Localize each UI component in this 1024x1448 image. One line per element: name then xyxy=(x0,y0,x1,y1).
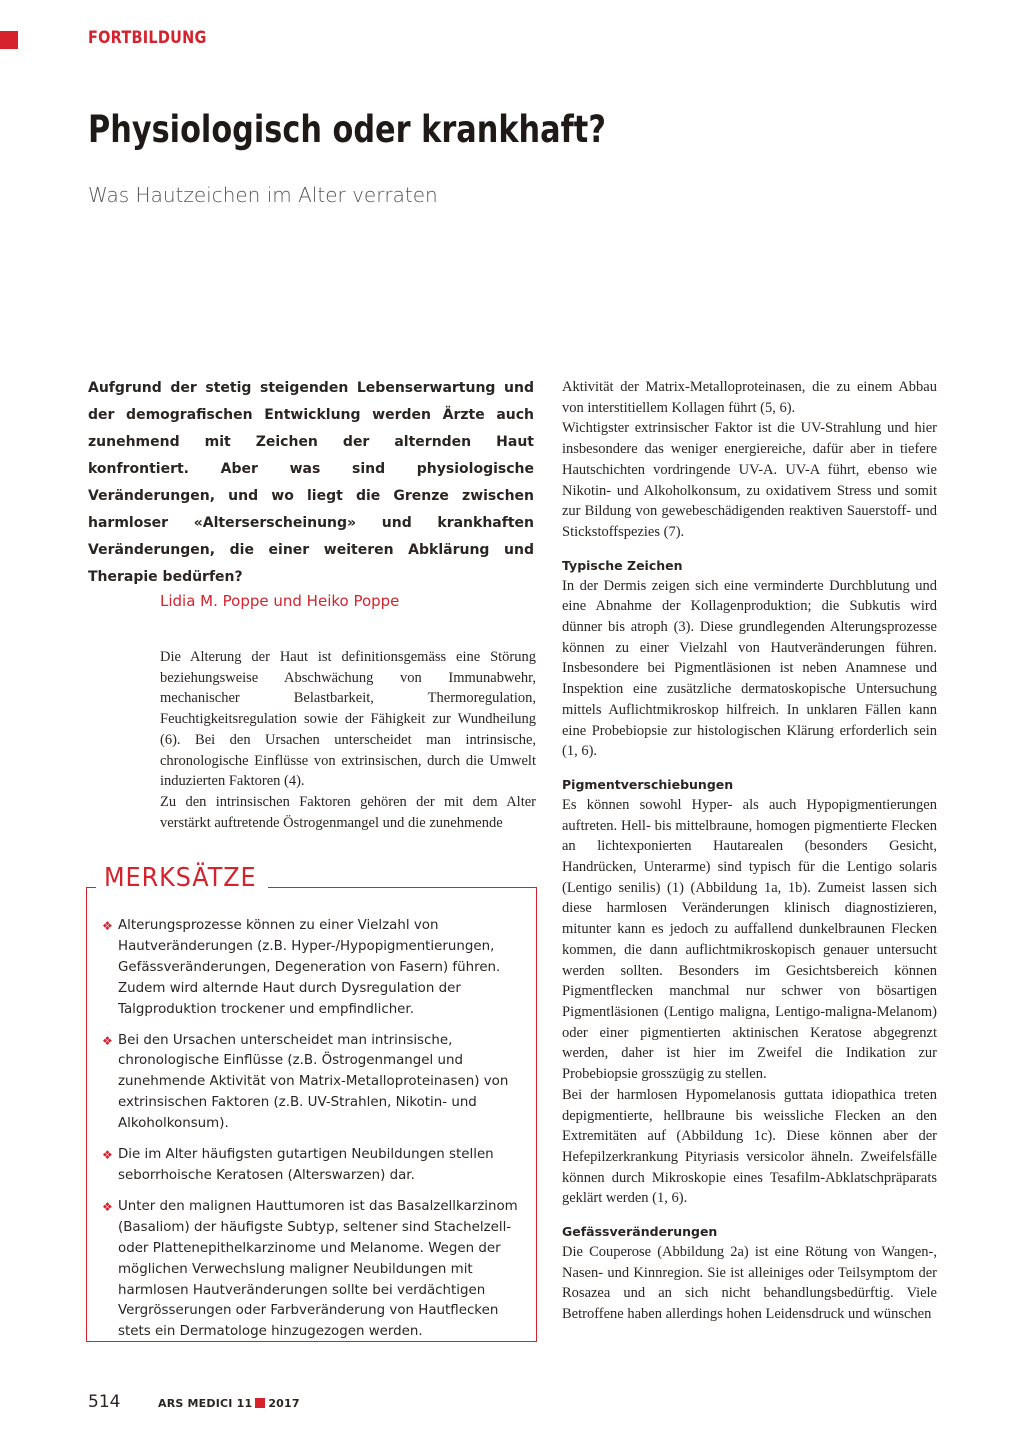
box-border-segment xyxy=(86,887,96,888)
body-paragraph: Wichtigster extrinsischer Faktor ist die UV-Strahlung und hier insbesondere das weniger energiereiche, dafür aber in tiefere Hautschichten vordringende UV-A. UV-A führt, ebenso wie Nikotin- und Alkoholkonsum, zu oxidativem Stress und somit zur Bildung von gewebeschädigenden reaktiven Sauerstoff- und Stickstoffspezies (7). xyxy=(562,420,937,540)
article-authors: Lidia M. Poppe und Heiko Poppe xyxy=(160,592,400,610)
section-heading: Typische Zeichen xyxy=(562,557,683,573)
journal-info xyxy=(158,1397,300,1410)
section-label: FORTBILDUNG xyxy=(88,28,207,48)
article-lead: Aufgrund der stetig steigenden Lebenserwartung und der demografischen Entwicklung werden Ärzte auch zunehmend mit Zeichen der alternden Haut konfrontiert. Aber was sind physiologische Veränderungen, und wo liegt die Grenze zwischen harmloser «Alterserscheinung» und krankhaften Veränderungen, die einer weiteren Abklärung und Therapie bedürfen? xyxy=(88,380,534,585)
merksaetze-list xyxy=(102,916,522,1353)
body-paragraph: Aktivität der Matrix-Metalloproteinasen, die zu einem Abbau von interstitiellem Kollagen führt (5, 6). xyxy=(562,379,937,416)
journal-year: 2017 xyxy=(268,1397,300,1410)
list-item-text: Bei den Ursachen unterscheidet man intrinsische, chronologische Einflüsse (z.B. Östrogenmangel und zunehmende Aktivität von Matrix-Metalloproteinasen) von extrinsischen Faktoren (z.B. UV-Strahlen, Nikotin- und Alkoholkonsum). xyxy=(118,1032,509,1132)
list-item xyxy=(102,916,522,1021)
section-heading: Gefässveränderungen xyxy=(562,1224,718,1240)
list-item-text: Unter den malignen Hauttumoren ist das Basalzellkarzinom (Basaliom) der häufigste Subtyp, seltener sind Stachelzell- oder Plattenepithelkarzinome und Melanome. Wegen der möglichen Verwechslung maligner Neubildungen mit harmlosen Hautveränderungen sollte bei verdächtigen Vergrösserungen oder Farbveränderung von Hautflecken stets ein Dermatologe hinzugezogen werden. xyxy=(118,1198,518,1340)
journal-name: ARS MEDICI 11 xyxy=(158,1397,253,1410)
page-number: 514 xyxy=(88,1392,121,1412)
box-border-segment xyxy=(268,887,537,888)
left-column-body xyxy=(160,647,536,833)
body-paragraph: Zu den intrinsischen Faktoren gehören der mit dem Alter verstärkt auftretende Östrogenmangel und die zunehmende xyxy=(160,793,536,831)
diamond-bullet-icon: ❖ xyxy=(102,919,113,933)
body-paragraph: Bei der harmlosen Hypomelanosis guttata idiopathica treten depigmentierte, hellbraune bis weissliche Flecken an den Extremitäten auf (Abbildung 1c). Diese können aber der Hefepilzerkrankung Pityriasis versicolor ähneln. Zweifelsfälle können durch Mikroskopie eines Tesafilm-Abklatschpräparats geklärt werden (1, 6). xyxy=(562,1086,937,1207)
section-marker xyxy=(0,31,18,49)
body-paragraph: Die Couperose (Abbildung 2a) ist eine Rötung von Wangen-, Nasen- und Kinnregion. Sie ist alleiniges oder Teilsymptom der Rosazea und an sich nicht behandlungsbedürftig. Viele Betroffene haben allerdings hohen Leidensdruck und wünschen xyxy=(562,1244,937,1323)
list-item-text: Alterungsprozesse können zu einer Vielzahl von Hautveränderungen (z.B. Hyper-/Hypopigmentierungen, Gefässveränderungen, Degeneration von Fasern) führen. Zudem wird alternde Haut durch Dysregulation der Talgproduktion trockener und empfindlicher. xyxy=(118,918,501,1017)
diamond-bullet-icon: ❖ xyxy=(102,1199,113,1214)
list-item-text: Die im Alter häufigsten gutartigen Neubildungen stellen seborrhoische Keratosen (Alterswarzen) dar. xyxy=(118,1147,494,1183)
right-column-body xyxy=(562,377,937,1325)
diamond-bullet-icon: ❖ xyxy=(102,1033,113,1048)
section-heading: Pigmentverschiebungen xyxy=(562,776,734,792)
body-paragraph: Es können sowohl Hyper- als auch Hypopigmentierungen auftreten. Hell- bis mittelbraune, homogen pigmentierte Flecken an lichtexponierten Hautarealen (besonders Gesicht, Handrücken, Unterarme) sind typisch für die Lentigo solaris (Lentigo senilis) (1) (Abbildung 1a, 1b). Zumeist lassen sich diese harmlosen Veränderungen klinisch diagnostizieren, mitunter kann es jedoch zu auffallend dunkelbraunen Flecken kommen, die dann auflichtmikroskopisch genauer untersucht werden sollten. Besonders im Gesichtsbereich können Pigmentflecken manchmal nur schwer von bösartigen Pigmentläsionen (Lentigo maligna, Lentigo-maligna-Melanom) oder einer pigmentierten aktinischen Keratose abgegrenzt werden, daher ist hier im Zweifel die Indikation zur Probebiopsie grosszügig zu stellen. xyxy=(562,796,937,1083)
article-subtitle: Was Hautzeichen im Alter verraten xyxy=(88,183,438,207)
merksaetze-title: MERKSÄTZE xyxy=(104,863,257,893)
list-item xyxy=(102,1145,522,1187)
list-item xyxy=(102,1197,522,1343)
list-item xyxy=(102,1031,522,1136)
body-paragraph: Die Alterung der Haut ist definitionsgemäss eine Störung beziehungsweise Abschwächung von Immunabwehr, mechanischer Belastbarkeit, Thermoregulation, Feuchtigkeitsregulation sowie der Fähigkeit zur Wundheilung (6). Bei den Ursachen unterscheidet man intrinsische, chronologische Einflüsse von extrinsischen, durch die Umwelt induzierten Faktoren (4). xyxy=(160,649,536,790)
journal-separator xyxy=(255,1398,265,1408)
diamond-bullet-icon: ❖ xyxy=(102,1148,113,1163)
body-paragraph: In der Dermis zeigen sich eine verminderte Durchblutung und eine Abnahme der Kollagenproduktion; die Subkutis wird dünner bis atroph (3). Diese grundlegenden Alterungsprozesse können zu einer Vielzahl von Hautveränderungen führen. Insbesondere bei Pigmentläsionen ist neben Anamnese und Inspektion eine zusätzliche dermatoskopische Untersuchung mittels Auflichtmikroskop hilfreich. In unklaren Fällen kann eine Probebiopsie zur histologischen Klärung erforderlich sein (1, 6). xyxy=(562,577,937,760)
article-title: Physiologisch oder krankhaft? xyxy=(88,108,606,151)
